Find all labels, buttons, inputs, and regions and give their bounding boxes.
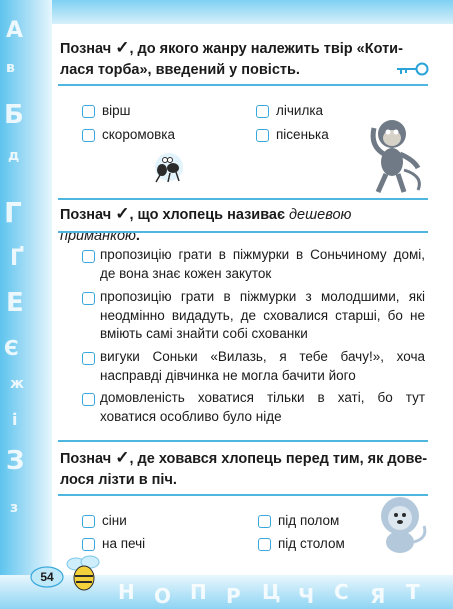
question-1-line1: , до якого жанру належить твір «Коти- bbox=[129, 41, 403, 57]
question-2-text: , що хлопець називає bbox=[129, 207, 285, 223]
frame-letter: Г bbox=[4, 196, 22, 229]
page-number: 54 bbox=[40, 570, 54, 584]
q1-option-1: вірш bbox=[102, 103, 131, 118]
q2-option-4: домовленість ховатися тільки в хаті, бо тут ховатися особливо було ніде bbox=[100, 390, 425, 424]
frame-letter: С bbox=[334, 580, 349, 604]
q3-option-2: на печі bbox=[102, 536, 146, 551]
frame-letter: Т bbox=[406, 580, 420, 604]
q3-option-1: сіни bbox=[102, 513, 127, 528]
q3-checkbox-4[interactable] bbox=[258, 538, 271, 551]
question-3-line1: , де ховався хлопець перед тим, як дове- bbox=[129, 451, 428, 467]
frame-letter: д bbox=[8, 148, 20, 164]
frame-top-border bbox=[0, 0, 453, 24]
q2-option-2: пропозицію грати в піжмурки з молодшими, які неодмінно видадуть, де сховалися старші, бо не вміють самі знайти собі схованки bbox=[100, 289, 425, 341]
q1-checkbox-3[interactable] bbox=[256, 105, 269, 118]
question-1-prefix: Познач bbox=[60, 41, 112, 57]
question-2-end: . bbox=[135, 228, 140, 244]
frame-letter: З bbox=[6, 446, 25, 476]
question-1-line2: лася торба», введений у повість. bbox=[60, 62, 300, 78]
question-3-prefix: Познач bbox=[60, 451, 112, 467]
question-1-title bbox=[60, 37, 432, 81]
frame-letter: Ґ bbox=[10, 246, 25, 271]
question-2-divider bbox=[58, 231, 428, 233]
checkmark-icon: ✓ bbox=[115, 204, 130, 223]
q2-checkbox-1[interactable] bbox=[82, 250, 95, 263]
checkmark-icon: ✓ bbox=[115, 38, 130, 57]
frame-letter: Н bbox=[118, 580, 135, 604]
key-icon bbox=[395, 62, 431, 76]
question-3-top-divider bbox=[58, 440, 428, 442]
q1-option-2: скоромовка bbox=[102, 127, 176, 142]
frame-letter: Я bbox=[370, 584, 386, 608]
q2-option-1: пропозицію грати в піжмурки в Соньчиному домі, де вона знає кожен закуток bbox=[100, 247, 425, 281]
q1-option-4: пісенька bbox=[276, 127, 329, 142]
question-2-prefix: Познач bbox=[60, 207, 112, 223]
frame-letter: А bbox=[6, 18, 24, 43]
frame-letter: з bbox=[10, 500, 19, 516]
q3-checkbox-2[interactable] bbox=[82, 538, 95, 551]
q3-option-3: під полом bbox=[278, 513, 340, 528]
q1-option-3: лічилка bbox=[276, 103, 324, 118]
frame-letter: О bbox=[154, 584, 172, 608]
frame-letter: Р bbox=[226, 584, 241, 608]
frame-letter: в bbox=[6, 60, 15, 76]
question-3-line2: лося лізти в піч. bbox=[60, 472, 177, 488]
q2-checkbox-2[interactable] bbox=[82, 292, 95, 305]
question-1-divider bbox=[58, 84, 428, 86]
frame-letter: Ц bbox=[262, 580, 281, 604]
lion-illustration bbox=[372, 492, 432, 556]
question-2-italic: дешевою приманкою bbox=[60, 207, 352, 244]
frame-letter: і bbox=[12, 410, 18, 429]
bee-illustration bbox=[62, 552, 106, 596]
ant-illustration bbox=[148, 148, 190, 190]
frame-letter: Ч bbox=[298, 584, 315, 608]
q1-checkbox-4[interactable] bbox=[256, 129, 269, 142]
question-3-title bbox=[60, 447, 432, 491]
question-2-title bbox=[60, 203, 432, 247]
frame-letter: Б bbox=[4, 100, 24, 130]
q1-checkbox-2[interactable] bbox=[82, 129, 95, 142]
checkmark-icon: ✓ bbox=[115, 448, 130, 467]
q3-checkbox-3[interactable] bbox=[258, 515, 271, 528]
q3-checkbox-1[interactable] bbox=[82, 515, 95, 528]
q2-checkbox-3[interactable] bbox=[82, 352, 95, 365]
frame-letter: ж bbox=[10, 376, 24, 392]
q1-checkbox-1[interactable] bbox=[82, 105, 95, 118]
frame-letter: П bbox=[190, 580, 207, 604]
frame-letter: Є bbox=[4, 336, 19, 360]
q2-checkbox-4[interactable] bbox=[82, 393, 95, 406]
monkey-illustration bbox=[360, 116, 430, 198]
frame-letter: Е bbox=[6, 288, 24, 318]
question-2-top-divider bbox=[58, 198, 428, 200]
q3-option-4: під столом bbox=[278, 536, 345, 551]
q2-option-3: вигуки Соньки «Вилазь, я тебе бачу!», хоча насправді дівчинка не могла бачити його bbox=[100, 349, 425, 383]
